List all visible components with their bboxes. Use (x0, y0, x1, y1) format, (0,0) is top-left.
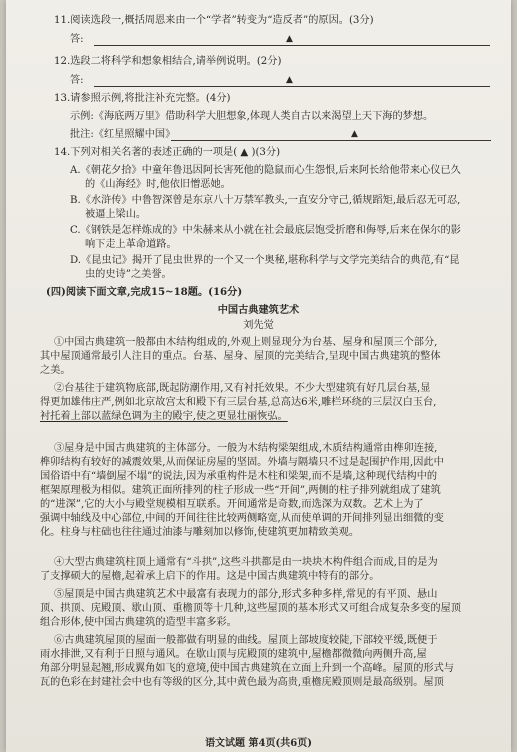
para-5-line1: ⑤屋顶是中国古典建筑艺术中最富有表现力的部分,形式多种多样,常见的有平顶、悬山 (54, 589, 438, 600)
question-14: 14.下列对相关名著的表述正确的一项是( ▲ )(3分) (54, 147, 281, 158)
exam-page (6, 0, 511, 752)
para-3-line7: 化。柱身与柱础也往往通过油漆与雕刻加以修饰,使建筑更加精致美观。 (40, 527, 360, 538)
para-6-line2: 雨水排泄,又有利于日照与通风。在歇山顶与庑殿顶的建筑中,屋檐都微微向两侧升高,屋 (40, 649, 427, 660)
answer-label-11: 答: (70, 34, 84, 45)
annotation-label-13: 批注:《红星照耀中国》 (70, 129, 176, 140)
article-author: 刘先觉 (243, 320, 274, 331)
option-d-line1: D.《昆虫记》揭开了昆虫世界的一个又一个奥秘,堪称科学与文学完美结合的典范,有“昆 (70, 255, 460, 266)
question-13: 13.请参照示例,将批注补充完整。(4分) (54, 93, 231, 104)
option-c-line2: 响下走上革命道路。 (85, 239, 177, 250)
para-6-line1: ⑥古典建筑屋顶的屋面一般都做有明显的曲线。屋顶上部坡度较陡,下部较平缓,既便于 (54, 635, 438, 646)
para-3-line6: 强调中轴线及中心部位,中间的开间往往比较两侧略宽,从而使单调的开间排列显出细微的变 (40, 513, 444, 524)
triangle-marker-12: ▲ (286, 75, 293, 85)
question-11: 11.阅读选段一,概括周恩来由一个“学者”转变为“造反者”的原因。(3分) (54, 15, 374, 26)
para-4-line2: 了支撑硕大的屋檐,起着承上启下的作用。这是中国古典建筑中特有的部分。 (40, 571, 380, 582)
para-5-line2: 顶、拱顶、庑殿顶、歇山顶、重檐顶等十几种,这些屋顶的基本形式又可组合成复杂多变的屋顶 (40, 603, 461, 614)
option-b-line1: B.《水浒传》中鲁智深曾是东京八十万禁军教头,一直安分守己,循规蹈矩,最后忍无可忍, (70, 195, 461, 206)
para-2-line1: ②台基往于建筑物底部,既起防潮作用,又有衬托效果。不少大型建筑有好几层台基,显 (54, 383, 431, 394)
answer-label-12: 答: (70, 75, 84, 86)
para-6-line3: 角部分明显起翘,形成翼角如飞的意境,使中国古典建筑在立面上升到一个高峰。屋顶的形式与 (40, 663, 454, 674)
page-footer: 语文试题 第4页(共6页) (205, 738, 312, 749)
para-3-line5: 的“进深”,它的大小与殿堂规模相互联系。开间通常是奇数,而选深为双数。艺术上为了 (40, 499, 424, 510)
para-3-line2: 榫卯结构有较好的减震效果,从而保证房屋的坚固。外墙与隔墙只不过是起围护作用,因此中 (40, 457, 444, 468)
triangle-marker-13: ▲ (351, 129, 358, 139)
option-a-line1: A.《朝花夕拾》中童年鲁迅因阿长害死他的隐鼠而心生怨恨,后来阿长给他带来心仪已久 (70, 165, 461, 176)
option-d-line2: 虫的史诗”之美誉。 (85, 269, 172, 280)
para-3-line1: ③屋身是中国古典建筑的主体部分。一般为木结构梁架组成,木质结构通常由榫卯连接, (54, 443, 438, 454)
option-a-line2: 的《山海经》时,他依旧憎恶她。 (85, 179, 231, 190)
para-1-line2: 其中屋顶通常最引人注目的重点。台基、屋身、屋顶的完美结合,呈现中国古典建筑的整体 (40, 351, 441, 362)
para-4-line1: ④大型古典建筑柱顶上通常有“斗拱”,这些斗拱都是由一块块木构件组合而成,目的是为 (54, 557, 438, 568)
para-6-line4: 瓦的色彩在封建社会中也有等级的区分,其中黄色最为高贵,重檐庑殿顶则是最高级别。屋顶 (40, 677, 444, 688)
section-heading: (四)阅读下面文章,完成15~18题。(16分) (46, 286, 243, 298)
answer-line-13 (171, 140, 491, 141)
para-2-line3: 衬托着上部以蓝绿色调为主的殿宇,使之更显壮丽恢弘。 (40, 411, 288, 422)
option-c-line1: C.《钢铁是怎样炼成的》中朱赫来从小就在社会最底层饱受折磨和侮辱,后来在保尔的影 (70, 225, 461, 236)
para-1-line1: ①中国古典建筑一般都由木结构组成的,外观上则显现分为台基、屋身和屋顶三个部分, (54, 337, 438, 348)
para-2-line2: 得更加雄伟庄严,例如北京故宫太和殿下有三层台基,总高达6米,雕栏环绕的三层汉白玉台, (40, 397, 437, 408)
example-13: 示例:《海底两万里》借助科学大胆想象,体现人类自古以来渴望上天下海的梦想。 (70, 111, 434, 122)
para-3-line3: 国俗语中有“墙倒屋不塌”的说法,因为承重构件是木柱和梁架,而不是墙,这种现代结构中的 (40, 471, 438, 482)
para-3-line4: 框架原理极为相似。建筑正面所排列的柱子形成一些“开间”,两侧的柱子排列就组成了建筑 (40, 485, 441, 496)
triangle-marker-11: ▲ (286, 34, 293, 44)
para-1-line3: 之美。 (40, 365, 71, 376)
article-title: 中国古典建筑艺术 (217, 304, 300, 316)
option-b-line2: 被逼上梁山。 (85, 209, 147, 220)
question-12: 12.选段二将科学和想象相结合,请举例说明。(2分) (54, 56, 282, 67)
para-5-line3: 组合形体,使中国古典建筑的造型丰富多彩。 (40, 617, 237, 628)
